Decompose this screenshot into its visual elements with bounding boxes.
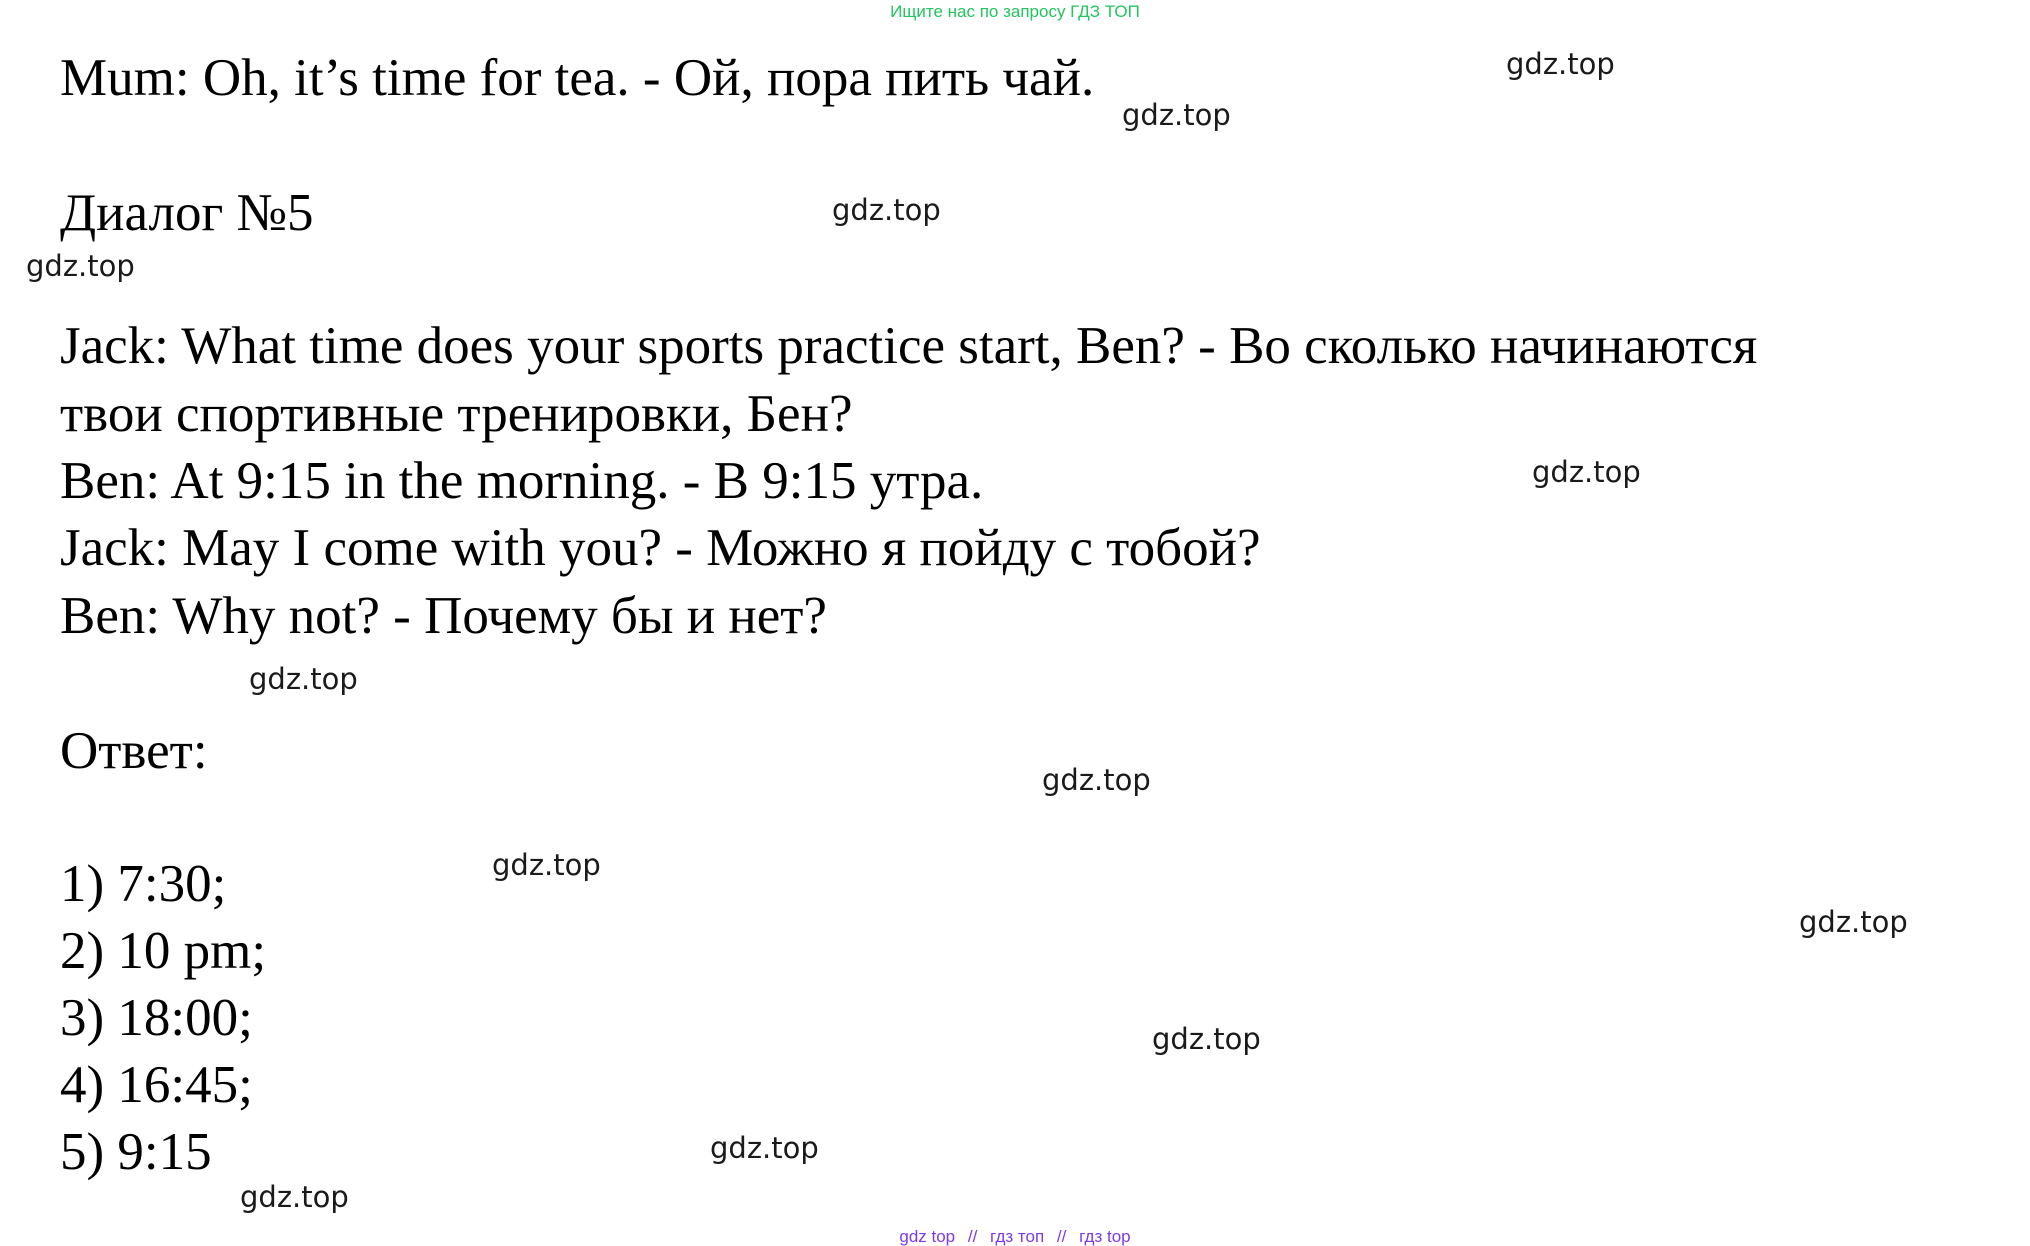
watermark: gdz.top: [1506, 47, 1615, 81]
mum-line: Mum: Oh, it’s time for tea. - Ой, пора пить чай.: [60, 49, 1095, 107]
answer-item-2: 2) 10 pm;: [60, 922, 267, 980]
bottom-banner[interactable]: [0, 1228, 2030, 1245]
watermark: gdz.top: [240, 1180, 349, 1214]
separator: //: [967, 1227, 978, 1246]
watermark: gdz.top: [710, 1131, 819, 1165]
bottom-link-3[interactable]: гдз top: [1079, 1227, 1131, 1246]
watermark: gdz.top: [26, 249, 135, 283]
separator: //: [1056, 1227, 1067, 1246]
jack-line-1b: твои спортивные тренировки, Бен?: [60, 385, 853, 443]
watermark: gdz.top: [1532, 455, 1641, 489]
dialog-title: Диалог №5: [60, 184, 314, 242]
bottom-link-1[interactable]: gdz top: [899, 1227, 956, 1246]
top-banner[interactable]: Ищите нас по запросу ГДЗ ТОП: [890, 2, 1140, 21]
watermark: gdz.top: [492, 848, 601, 882]
watermark: gdz.top: [1799, 905, 1908, 939]
answer-label: Ответ:: [60, 722, 208, 780]
watermark: gdz.top: [249, 662, 358, 696]
watermark: gdz.top: [1042, 763, 1151, 797]
ben-line-2: Ben: Why not? - Почему бы и нет?: [60, 587, 827, 645]
answer-item-3: 3) 18:00;: [60, 989, 253, 1047]
jack-line-2: Jack: May I come with you? - Можно я пойду с тобой?: [60, 519, 1261, 577]
answer-item-4: 4) 16:45;: [60, 1056, 253, 1114]
watermark: gdz.top: [1122, 98, 1231, 132]
jack-line-1a: Jack: What time does your sports practice start, Ben? - Во сколько начинаются: [60, 317, 1758, 375]
watermark: gdz.top: [832, 193, 941, 227]
answer-item-5: 5) 9:15: [60, 1123, 212, 1181]
bottom-link-2[interactable]: гдз топ: [990, 1227, 1045, 1246]
answer-item-1: 1) 7:30;: [60, 855, 227, 913]
ben-line-1: Ben: At 9:15 in the morning. - В 9:15 утра.: [60, 452, 984, 510]
watermark: gdz.top: [1152, 1022, 1261, 1056]
